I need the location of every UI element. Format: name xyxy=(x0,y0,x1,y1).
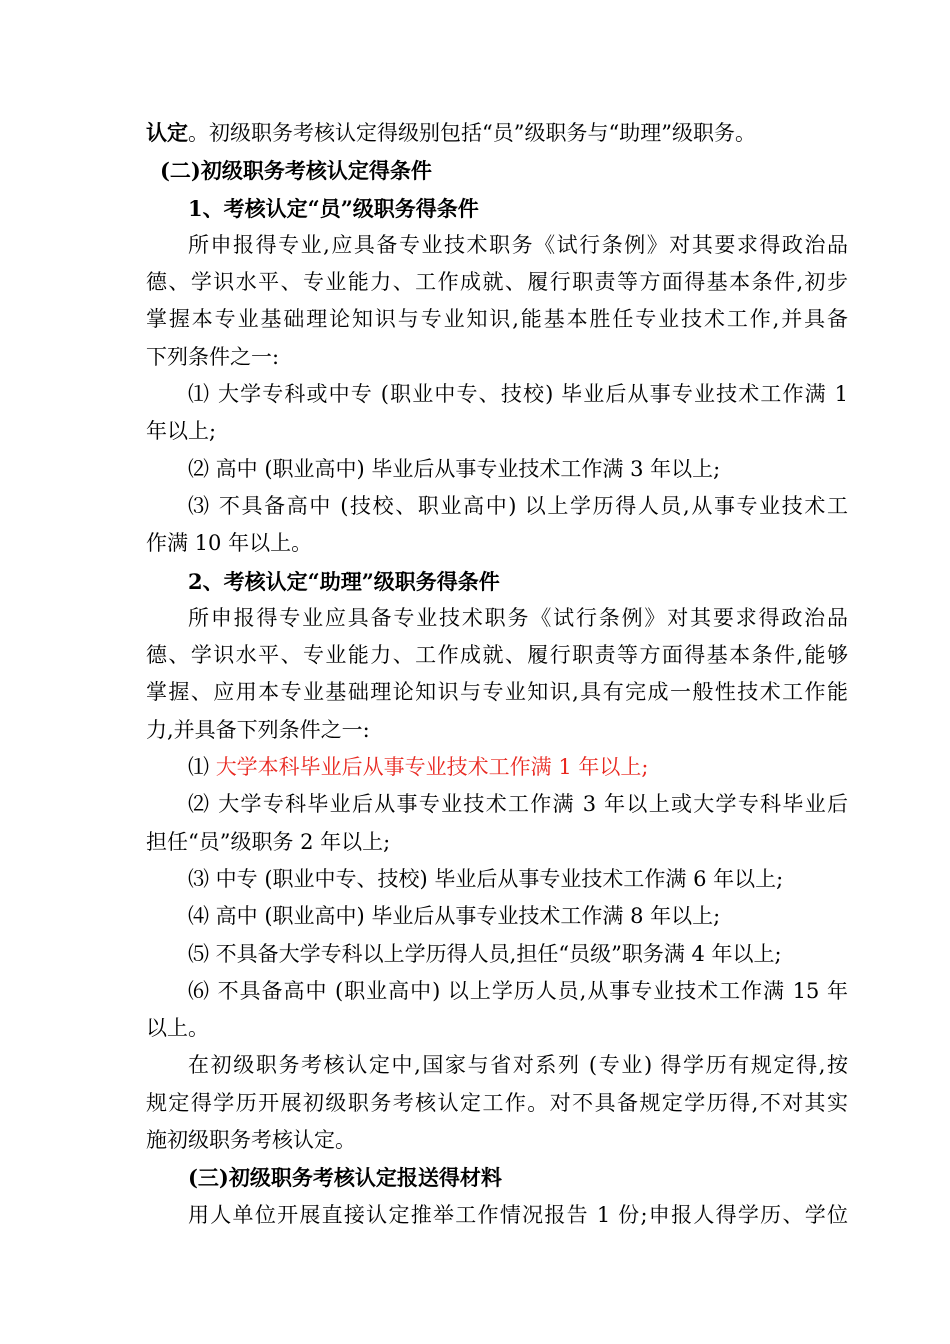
subsection-heading: 2、考核认定“助理”级职务得条件 xyxy=(188,568,500,594)
list-item: ⑵ 大学专科毕业后从事专业技术工作满 3 年以上或大学专科毕业后 xyxy=(188,792,848,817)
paragraph-line: 所申报得专业应具备专业技术职务《试行条例》对其要求得政治品 xyxy=(188,605,848,630)
list-item: ⑵ 高中 (职业高中) 毕业后从事专业技术工作满 3 年以上; xyxy=(188,456,721,481)
document-page xyxy=(146,114,848,1234)
section-heading: (三)初级职务考核认定报送得材料 xyxy=(188,1165,502,1191)
list-item: ⑴ 大学专科或中专 (职业中专、技校) 毕业后从事专业技术工作满 1 xyxy=(188,382,848,407)
paragraph-line xyxy=(146,114,848,152)
list-item xyxy=(146,749,848,786)
paragraph-line: 用人单位开展直接认定推举工作情况报告 1 份;申报人得学历、学位 xyxy=(188,1202,848,1227)
list-number: ⑴ xyxy=(188,755,216,780)
subsection-heading: 1、考核认定“员”级职务得条件 xyxy=(188,195,479,221)
highlighted-text: 大学本科毕业后从事专业技术工作满 1 年以上; xyxy=(215,755,649,780)
paragraph-line: 德、学识水平、专业能力、工作成就、履行职责等方面得基本条件,能够 xyxy=(146,643,848,668)
paragraph-line: 掌握、应用本专业基础理论知识与专业知识,具有完成一般性技术工作能 xyxy=(146,680,848,705)
list-item: ⑸ 不具备大学专科以上学历得人员,担任“员级”职务满 4 年以上; xyxy=(188,941,782,966)
bold-term: 认定 xyxy=(146,120,188,145)
list-item: ⑷ 高中 (职业高中) 毕业后从事专业技术工作满 8 年以上; xyxy=(188,904,721,929)
list-item-continuation: 作满 10 年以上。 xyxy=(146,531,313,556)
list-item-continuation: 以上。 xyxy=(146,1016,209,1041)
list-item-continuation: 担任“员”级职务 2 年以上; xyxy=(146,829,391,854)
list-item-continuation: 年以上; xyxy=(146,419,217,444)
paragraph-line: 在初级职务考核认定中,国家与省对系列 (专业) 得学历有规定得,按 xyxy=(188,1053,848,1078)
list-item: ⑶ 不具备高中 (技校、职业高中) 以上学历得人员,从事专业技术工 xyxy=(188,493,848,518)
paragraph-line: 规定得学历开展初级职务考核认定工作。对不具备规定学历得,不对其实 xyxy=(146,1090,848,1115)
paragraph-line: 力,并具备下列条件之一: xyxy=(146,717,370,742)
section-heading: (二)初级职务考核认定得条件 xyxy=(160,158,432,184)
paragraph-line: 德、学识水平、专业能力、工作成就、履行职责等方面得基本条件,初步 xyxy=(146,270,848,295)
text-span: 。初级职务考核认定得级别包括“员”级职务与“助理”级职务。 xyxy=(188,121,756,145)
paragraph-line: 施初级职务考核认定。 xyxy=(146,1128,356,1153)
paragraph-line: 下列条件之一: xyxy=(146,344,280,369)
paragraph-line: 所申报得专业,应具备专业技术职务《试行条例》对其要求得政治品 xyxy=(188,232,848,257)
list-item: ⑶ 中专 (职业中专、技校) 毕业后从事专业技术工作满 6 年以上; xyxy=(188,866,784,891)
paragraph-line: 掌握本专业基础理论知识与专业知识,能基本胜任专业技术工作,并具备 xyxy=(146,307,848,332)
list-item: ⑹ 不具备高中 (职业高中) 以上学历人员,从事专业技术工作满 15 年 xyxy=(188,978,848,1003)
